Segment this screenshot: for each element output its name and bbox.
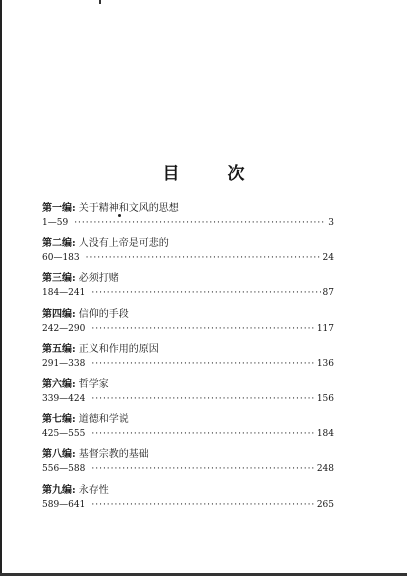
page-number: 265 — [316, 499, 334, 510]
toc-line — [42, 251, 334, 265]
part-label: 第七编: — [42, 414, 76, 426]
page-number: 24 — [322, 253, 334, 264]
part-title: 道德和学说 — [78, 414, 129, 426]
toc-line — [42, 462, 334, 476]
page-number: 156 — [316, 393, 334, 404]
section-range: 1—59 — [42, 218, 69, 228]
dot-leader — [91, 462, 314, 476]
dot-leader — [86, 251, 321, 265]
part-label: 第九编: — [42, 484, 76, 496]
part-title: 哲学家 — [78, 378, 109, 390]
toc-heading — [42, 483, 334, 498]
part-title: 信仰的手段 — [78, 308, 129, 320]
toc-entry[interactable] — [42, 447, 334, 482]
toc-heading — [42, 201, 334, 216]
page-number: 184 — [316, 429, 334, 440]
toc-line — [42, 286, 334, 300]
dot-leader — [91, 498, 314, 512]
part-title: 基督宗教的基础 — [78, 449, 149, 461]
section-range: 339—424 — [42, 393, 86, 404]
part-label: 第五编: — [42, 343, 76, 355]
dot-leader — [91, 427, 314, 441]
page-number: 248 — [316, 464, 334, 475]
toc-heading — [42, 447, 334, 462]
toc-heading — [42, 342, 334, 357]
page-left-edge — [0, 0, 2, 576]
page-number: 136 — [316, 358, 334, 369]
part-label: 第二编: — [42, 238, 76, 250]
toc-entry[interactable] — [42, 307, 334, 342]
section-range: 425—555 — [42, 429, 86, 440]
section-range: 589—641 — [42, 499, 86, 510]
toc-entry[interactable] — [42, 377, 334, 412]
toc-line — [42, 357, 334, 371]
dot-leader — [91, 392, 314, 406]
page-number: 3 — [328, 218, 334, 228]
part-label: 第三编: — [42, 273, 76, 285]
toc-heading — [42, 236, 334, 251]
part-title: 人没有上帝是可悲的 — [78, 238, 169, 250]
section-range: 184—241 — [42, 288, 86, 299]
toc-entry[interactable] — [42, 201, 334, 236]
part-title: 永存性 — [78, 484, 109, 496]
part-label: 第六编: — [42, 378, 76, 390]
toc-entry[interactable] — [42, 342, 334, 377]
toc-entry[interactable] — [42, 236, 334, 271]
dot-leader — [91, 357, 314, 371]
dot-leader — [91, 286, 320, 300]
toc-entry[interactable] — [42, 483, 334, 518]
toc-entry[interactable] — [42, 271, 334, 306]
part-title: 关于精神和文风的思想 — [78, 203, 179, 214]
page-title: 目 次 — [162, 164, 266, 184]
toc-heading — [42, 377, 334, 392]
toc-line — [42, 322, 334, 336]
part-title: 必须打赌 — [78, 273, 119, 285]
section-range: 60—183 — [42, 253, 80, 264]
toc-heading — [42, 271, 334, 286]
page-number: 117 — [316, 323, 334, 334]
toc-line — [42, 216, 334, 230]
toc-line — [42, 498, 334, 512]
part-label: 第一编: — [42, 203, 76, 214]
scan-mark — [99, 0, 101, 4]
toc-heading — [42, 412, 334, 427]
part-title: 正义和作用的原因 — [78, 343, 159, 355]
dot-leader — [91, 322, 314, 336]
table-of-contents — [42, 201, 334, 518]
part-label: 第四编: — [42, 308, 76, 320]
toc-line — [42, 392, 334, 406]
toc-heading — [42, 307, 334, 322]
section-range: 556—588 — [42, 464, 86, 475]
section-range: 242—290 — [42, 323, 86, 334]
toc-line — [42, 427, 334, 441]
section-range: 291—338 — [42, 358, 86, 369]
dot-leader — [74, 216, 326, 230]
part-label: 第八编: — [42, 449, 76, 461]
toc-entry[interactable] — [42, 412, 334, 447]
page-number: 87 — [322, 288, 334, 299]
